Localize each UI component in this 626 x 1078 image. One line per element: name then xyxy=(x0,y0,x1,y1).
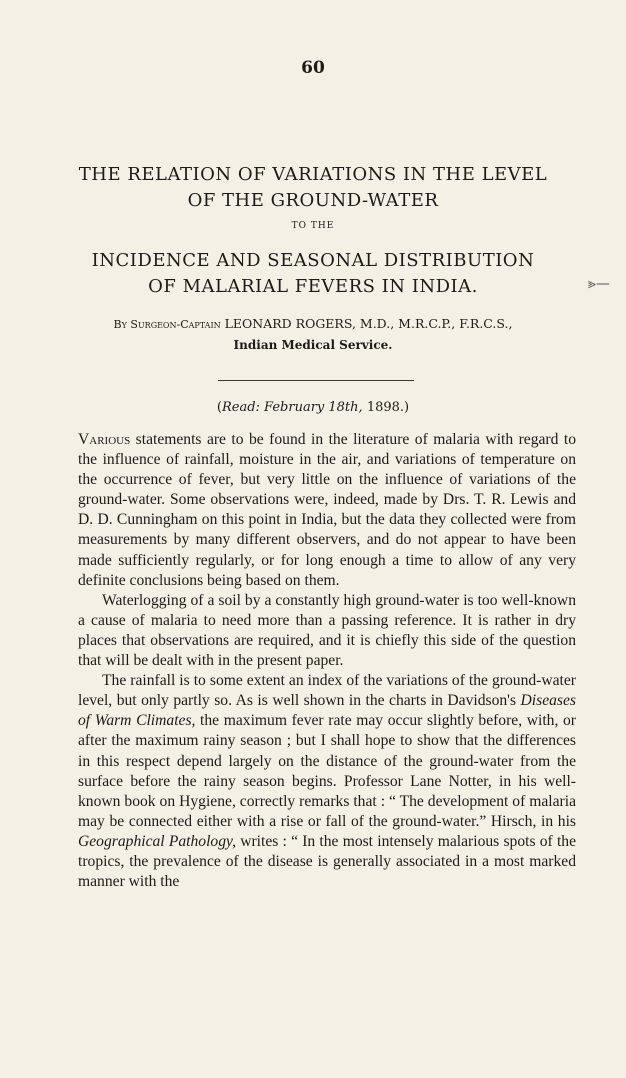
byline-prefix: By Surgeon-Captain xyxy=(113,318,221,331)
paragraph-3-b: the maximum fever rate may occur slightly before, with, or after the maximum rainy season ; but I shall hope to show that the differences in this respect depend largely on the distance of the ground-water from the surface before the rainy season begins. Professor Lane Notter, in his well-known book on Hygiene, correctly remarks that : “ The development of malaria may be connected either with a rise or fall of the ground-water.” Hirsch, in his xyxy=(78,712,576,830)
read-date-year: 1898.) xyxy=(366,400,410,415)
article-body xyxy=(78,430,576,892)
title-line-3: INCIDENCE AND SEASONAL DISTRIBUTION xyxy=(91,250,535,271)
byline xyxy=(0,314,626,355)
paragraph-1-text: statements are to be found in the literature of malaria with regard to the influence of rainfall, moisture in the air, and variations of temperature on the occurrence of fever, but very little on the influence of variations of the ground-water. Some observations were, indeed, made by Drs. T. R. Lewis and D. D. Cunningham on this point in India, but the data they collected were from measurements by many different observers, and do not appear to have been made sufficiently regularly, or for long enough a time to allow of any very definite conclusions being based on them. xyxy=(78,431,576,589)
page-number: 60 xyxy=(301,58,325,78)
byline-service: Indian Medical Service. xyxy=(233,338,393,352)
title-upper xyxy=(0,162,626,214)
title-line-2: OF THE GROUND-WATER xyxy=(187,190,439,211)
paragraph-3-a: The rainfall is to some extent an index of the variations of the ground-water level, but only partly so. As is well shown in the charts in Davidson's xyxy=(78,672,576,710)
title-line-1: THE RELATION OF VARIATIONS IN THE LEVEL xyxy=(78,164,548,185)
divider-rule xyxy=(218,380,414,381)
title-lower xyxy=(0,248,626,300)
paragraph-3 xyxy=(78,671,576,892)
paragraph-3-c: writes : “ In the most intensely malarious spots of the tropics, the prevalence of the disease is generally associated in a most marked manner with the xyxy=(78,832,577,891)
title-line-4: OF MALARIAL FEVERS IN INDIA. xyxy=(148,276,478,297)
byline-author: LEONARD ROGERS, M.D., M.R.C.P., F.R.C.S., xyxy=(224,316,513,331)
read-date xyxy=(0,400,626,415)
paragraph-1-lead: Various xyxy=(78,431,131,448)
margin-pencil-mark: ⪢— xyxy=(588,276,610,292)
book-title-davidson: Diseases of Warm Climates, xyxy=(78,692,576,730)
paragraph-2: Waterlogging of a soil by a constantly high ground-water is too well-known a cause of malaria to need more than a passing reference. It is rather in dry places that observations are required, and it is chiefly this side of the question that will be dealt with in the present paper. xyxy=(78,591,576,670)
read-date-open: ( xyxy=(216,400,222,415)
title-connector: TO THE xyxy=(291,221,335,231)
book-title-hirsch: Geographical Pathology, xyxy=(78,832,236,850)
read-date-label: Read: February 18th, xyxy=(221,400,363,415)
paragraph-1 xyxy=(78,430,576,591)
